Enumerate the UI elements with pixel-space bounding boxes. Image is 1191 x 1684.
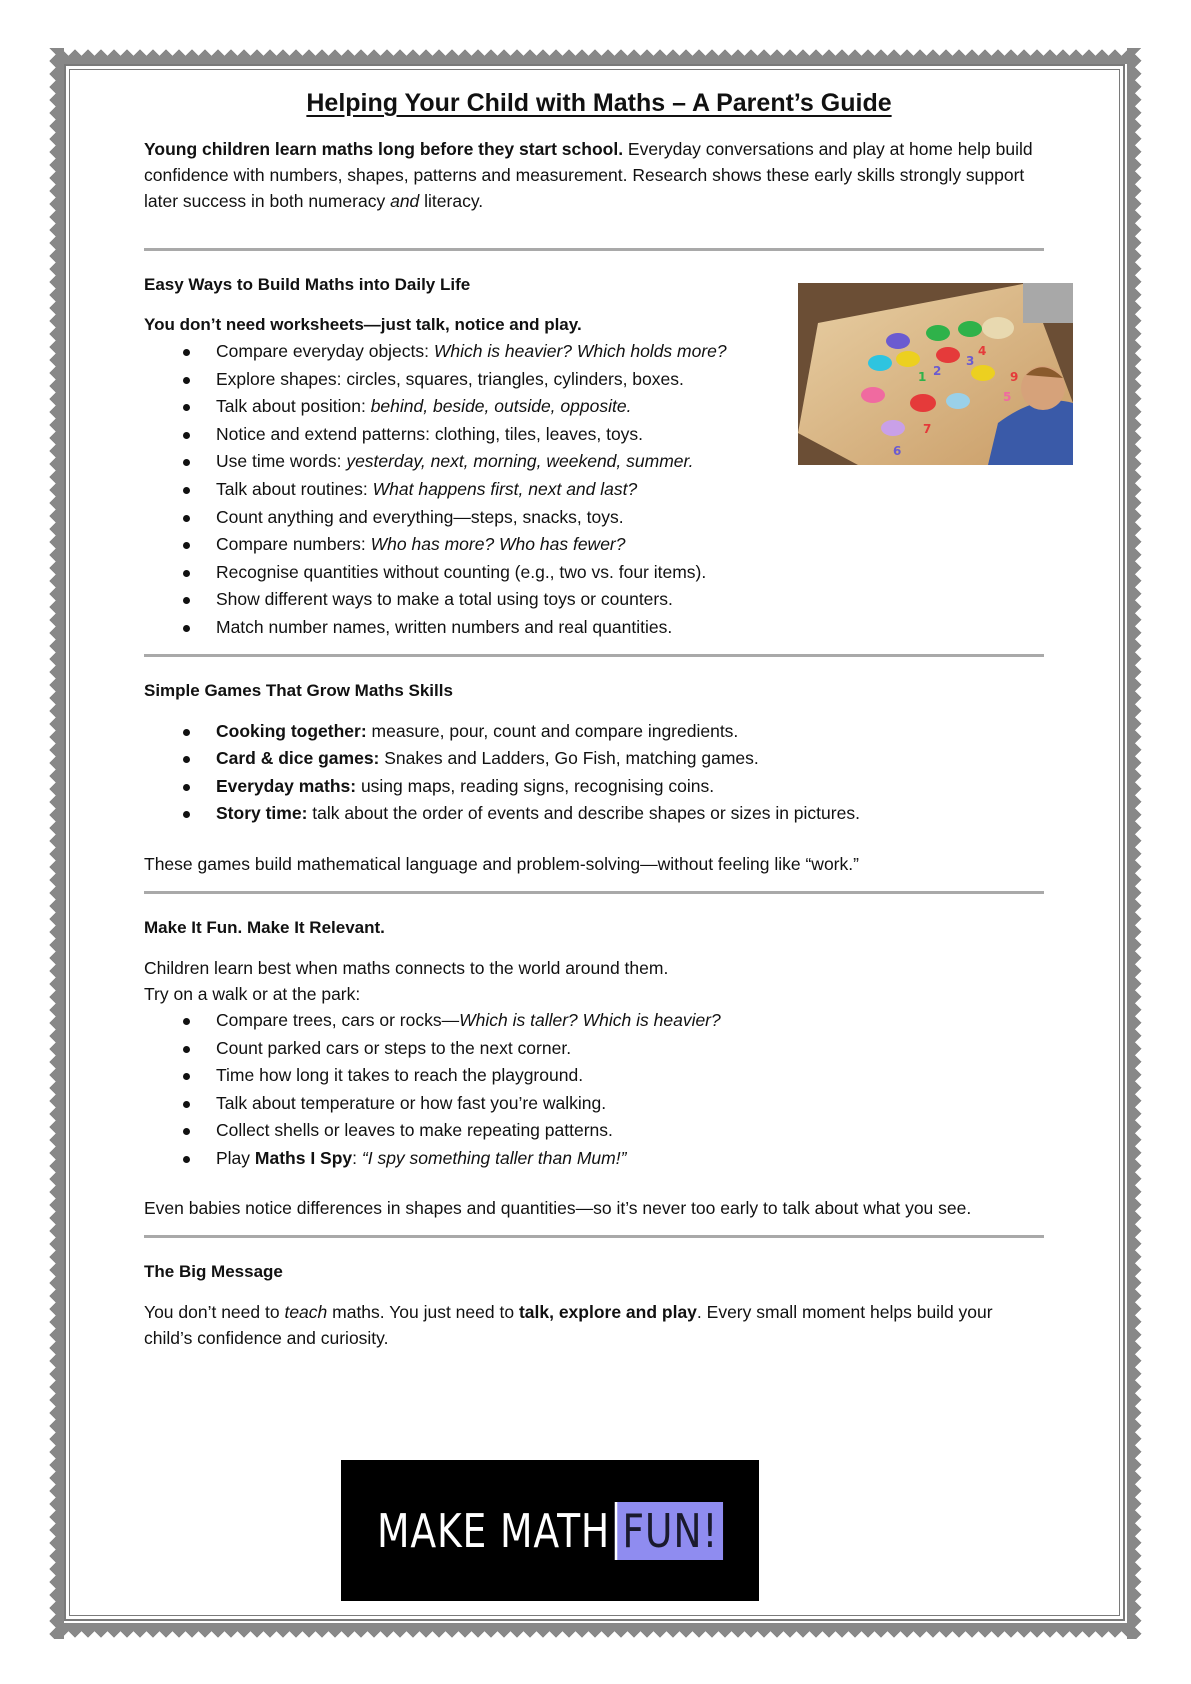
list-item-text: Compare everyday objects: [216,341,434,361]
list-item-text: Compare trees, cars or rocks— [216,1009,460,1030]
list-item-text: measure, pour, count and compare ingredients. [366,720,739,741]
list-item-text: Match number names, written numbers and real quantities. [216,616,673,637]
list-item-text: Snakes and Ladders, Go Fish, matching games. [379,748,759,769]
big-message-paragraph [144,1299,1044,1351]
list-item [144,1117,1044,1145]
list-item-text: Time how long it takes to reach the playground. [216,1065,584,1086]
logo-text-fun: FUN! [615,1502,723,1560]
list-item-label: Card & dice games: [216,748,380,769]
list-item-text: Talk about routines: [216,478,373,499]
list-item-text: using maps, reading signs, recognising coins. [356,775,715,796]
list-item-label: Story time: [216,803,308,824]
section3-intro-line1: Children learn best when maths connects to the world around them. [144,957,669,978]
list-item [144,559,1044,587]
list-item-text: Talk about position: [216,396,371,417]
list-item [144,1062,1044,1090]
section2-heading: Simple Games That Grow Maths Skills [144,680,453,700]
list-item-italic: yesterday, next, morning, weekend, summer. [346,451,694,472]
svg-text:1: 1 [918,370,927,384]
list-item [144,504,1044,532]
section3-intro-line2: Try on a walk or at the park: [144,983,361,1004]
section2-list [144,718,1044,828]
section-divider [144,1235,1044,1238]
intro-text-end: literacy. [419,191,484,211]
list-item [144,531,1044,559]
page-title: Helping Your Child with Maths – A Parent’s Guide [306,89,892,117]
list-item-colon: : [352,1147,362,1168]
list-item-quote: “I spy something taller than Mum!” [361,1147,627,1168]
section3-list [144,1007,1044,1145]
intro-paragraph [144,136,1044,214]
svg-text:9: 9 [1010,370,1019,384]
intro-emphasis: and [390,191,420,211]
list-item-text: Recognise quantities without counting (e.g., two vs. four items). [216,561,707,582]
section3-list-last [144,1145,1044,1173]
list-item-text: Play [216,1147,255,1168]
list-item-text: Count anything and everything—steps, snacks, toys. [216,506,624,527]
big-message-emphasis: teach [284,1302,328,1323]
svg-text:7: 7 [923,422,932,436]
maths-i-spy-label: Maths I Spy [254,1147,353,1168]
list-item [144,718,1044,746]
list-item [144,476,1044,504]
list-item [144,1090,1044,1118]
list-item-label: Cooking together: [216,720,367,741]
big-message-text: You don’t need to [144,1302,285,1323]
svg-text:4: 4 [978,344,987,358]
section1-subheading: You don’t need worksheets—just talk, notice and play. [144,315,582,334]
list-item-text: Compare numbers: [216,534,371,555]
big-message-bold: talk, explore and play [518,1302,697,1323]
svg-text:5: 5 [1003,390,1012,404]
section3-closing: Even babies notice differences in shapes and quantities—so it’s never too early to talk about what you see. [144,1198,972,1219]
list-item [144,614,1044,642]
svg-text:2: 2 [933,364,942,378]
list-item [144,1007,1044,1035]
big-message-text-3: . Every small moment helps build your child’s confidence and curiosity. [144,1302,993,1349]
section1-heading: Easy Ways to Build Maths into Daily Life [144,275,471,294]
list-item-label: Everyday maths: [216,775,357,796]
border-bottom-teeth [62,1623,1130,1639]
list-item [144,1035,1044,1063]
document-body [144,86,1044,1351]
list-item-italic: Which is heavier? Which holds more? [433,341,727,361]
intro-lead: Young children learn maths long before they start school. [144,139,624,159]
svg-text:3: 3 [966,354,975,368]
section2-closing: These games build mathematical language and problem-solving—without feeling like “work.” [144,853,859,874]
list-item-text: Talk about temperature or how fast you’re walking. [216,1092,607,1113]
logo-text-part1: MAKE MATH [376,1503,610,1558]
section-divider [144,891,1044,894]
list-item [144,745,1044,773]
list-item [144,586,1044,614]
list-item-text: Collect shells or leaves to make repeating patterns. [216,1120,613,1141]
children-counting-photo [798,283,1073,465]
list-item-italic: Which is taller? Which is heavier? [459,1009,721,1030]
list-item-text: talk about the order of events and describe shapes or sizes in pictures. [307,803,860,824]
list-item [144,773,1044,801]
list-item-text: Notice and extend patterns: clothing, tiles, leaves, toys. [216,423,644,444]
border-left-teeth [48,48,64,1639]
list-item [144,1145,1044,1173]
list-item-text: Use time words: [216,451,347,472]
border-right-teeth [1127,48,1143,1639]
list-item-text: Explore shapes: circles, squares, triangles, cylinders, boxes. [216,368,684,389]
list-item-italic: Who has more? Who has fewer? [370,534,626,555]
section-divider [144,654,1044,657]
border-top-teeth [62,48,1130,64]
section3-heading: Make It Fun. Make It Relevant. [144,917,385,937]
intro-text: Everyday conversations and play at home help build confidence with numbers, shapes, patterns and measurement. Research shows these early skills strongly support later success in both numeracy [144,139,1033,211]
logo-text [377,1502,723,1560]
list-item [144,800,1044,828]
svg-text:6: 6 [893,444,902,458]
list-item-text: Count parked cars or steps to the next corner. [216,1037,572,1058]
list-item-text: Show different ways to make a total using toys or counters. [216,589,673,610]
section-divider [144,248,1044,251]
list-item-italic: What happens first, next and last? [372,478,638,499]
big-message-text-2: maths. You just need to [327,1302,519,1323]
list-item-italic: behind, beside, outside, opposite. [370,396,632,417]
section4-heading: The Big Message [144,1262,283,1282]
make-math-fun-logo [341,1460,759,1601]
